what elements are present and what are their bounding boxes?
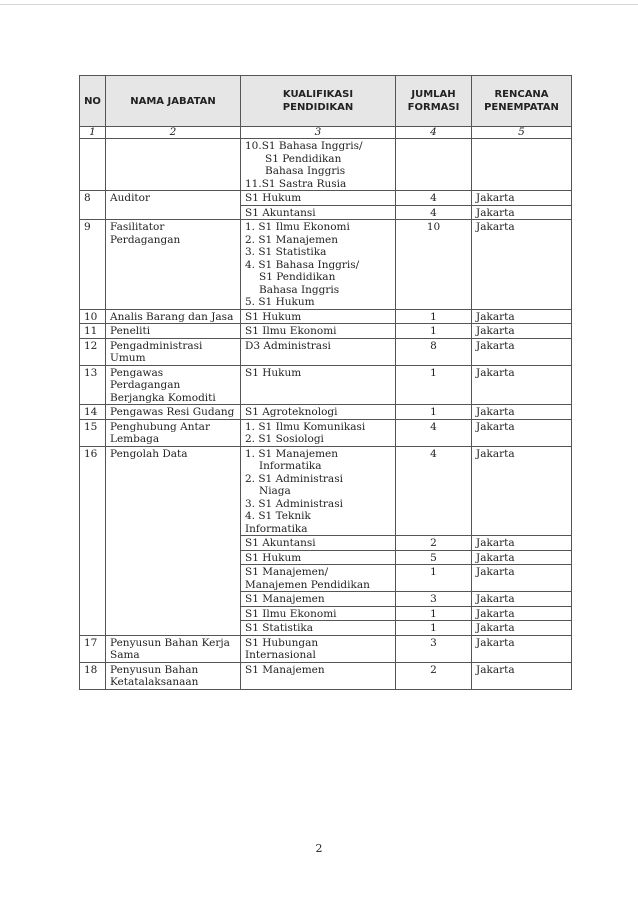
header-jumlah-formasi: JUMLAH FORMASI [396, 76, 472, 127]
header-row [80, 76, 572, 127]
rencana-penempatan: Jakarta [472, 565, 572, 592]
nama-jabatan: Analis Barang dan Jasa [106, 309, 241, 324]
kualifikasi-pendidikan [241, 662, 396, 689]
kualifikasi-line: S1 Ilmu Ekonomi [245, 325, 337, 337]
kualifikasi-pendidikan [241, 621, 396, 636]
row-number: 17 [80, 635, 106, 662]
table-row [80, 139, 572, 191]
nama-jabatan: Auditor [106, 191, 241, 220]
column-number: 1 [80, 127, 106, 139]
kualifikasi-line: Manajemen Pendidikan [245, 578, 370, 591]
nama-jabatan: Penghubung Antar Lembaga [106, 419, 241, 446]
nama-jabatan: Pengolah Data [106, 446, 241, 635]
kualifikasi-line: 1. S1 Ilmu Ekonomi [245, 221, 350, 233]
kualifikasi-line: S1 Akuntansi [245, 537, 316, 549]
rencana-penempatan: Jakarta [472, 621, 572, 636]
jumlah-formasi [396, 139, 472, 191]
rencana-penempatan: Jakarta [472, 635, 572, 662]
nama-jabatan: Peneliti [106, 324, 241, 339]
kualifikasi-line: 10.S1 Bahasa Inggris/ [245, 140, 363, 152]
kualifikasi-line: 2. S1 Administrasi [245, 472, 343, 485]
jumlah-formasi: 1 [396, 324, 472, 339]
kualifikasi-pendidikan [241, 309, 396, 324]
kualifikasi-line: 11.S1 Sastra Rusia [245, 177, 347, 190]
rencana-penempatan: Jakarta [472, 446, 572, 536]
kualifikasi-line: S1 Hukum [245, 551, 302, 564]
nama-jabatan: Penyusun Bahan Kerja Sama [106, 635, 241, 662]
formasi-table [79, 75, 572, 690]
jumlah-formasi: 4 [396, 446, 472, 536]
column-number: 2 [106, 127, 241, 139]
kualifikasi-pendidikan [241, 365, 396, 405]
kualifikasi-line: S1 Hukum [245, 366, 302, 379]
table-row [80, 220, 572, 310]
rencana-penempatan: Jakarta [472, 220, 572, 310]
kualifikasi-line: 1. S1 Manajemen [245, 447, 339, 460]
nama-jabatan: Pengadministrasi Umum [106, 338, 241, 365]
column-number: 5 [472, 127, 572, 139]
kualifikasi-line: S1 Manajemen/ [245, 566, 329, 578]
kualifikasi-pendidikan [241, 606, 396, 621]
jumlah-formasi: 1 [396, 405, 472, 420]
kualifikasi-pendidikan [241, 550, 396, 565]
table-row [80, 338, 572, 365]
jumlah-formasi: 4 [396, 205, 472, 220]
rencana-penempatan: Jakarta [472, 419, 572, 446]
table-row [80, 635, 572, 662]
row-number [80, 139, 106, 191]
row-number: 16 [80, 446, 106, 635]
nama-jabatan: Pengawas Perdagangan Berjangka Komoditi [106, 365, 241, 405]
kualifikasi-pendidikan [241, 446, 396, 536]
kualifikasi-line: S1 Manajemen [245, 663, 325, 676]
kualifikasi-line: Bahasa Inggris [259, 283, 340, 296]
kualifikasi-line: S1 Hukum [245, 192, 302, 204]
column-number: 3 [241, 127, 396, 139]
kualifikasi-line: S1 Statistika [245, 622, 314, 634]
kualifikasi-pendidikan [241, 536, 396, 551]
rencana-penempatan: Jakarta [472, 405, 572, 420]
header-kualifikasi: KUALIFIKASI PENDIDIKAN [241, 76, 396, 127]
row-number: 14 [80, 405, 106, 420]
jumlah-formasi: 5 [396, 550, 472, 565]
kualifikasi-line: 2. S1 Manajemen [245, 233, 339, 246]
kualifikasi-pendidikan [241, 592, 396, 607]
kualifikasi-pendidikan [241, 565, 396, 592]
kualifikasi-line: S1 Hubungan [245, 636, 319, 649]
nama-jabatan: Fasilitator Perdagangan [106, 220, 241, 310]
jumlah-formasi: 1 [396, 565, 472, 592]
kualifikasi-line: S1 Akuntansi [245, 206, 316, 219]
kualifikasi-line: S1 Pendidikan [265, 152, 342, 165]
kualifikasi-line: S1 Ilmu Ekonomi [245, 607, 337, 620]
kualifikasi-line: Informatika [259, 460, 322, 472]
column-number-row [80, 127, 572, 139]
kualifikasi-line: S1 Hukum [245, 310, 302, 323]
rencana-penempatan: Jakarta [472, 606, 572, 621]
kualifikasi-pendidikan [241, 405, 396, 420]
nama-jabatan: Penyusun Bahan Ketatalaksanaan [106, 662, 241, 689]
rencana-penempatan: Jakarta [472, 592, 572, 607]
jumlah-formasi: 1 [396, 309, 472, 324]
table-row [80, 309, 572, 324]
kualifikasi-line: Informatika [245, 522, 308, 535]
jumlah-formasi: 10 [396, 220, 472, 310]
top-rule [0, 4, 638, 5]
column-number: 4 [396, 127, 472, 139]
kualifikasi-line: 4. S1 Bahasa Inggris/ [245, 258, 360, 271]
nama-jabatan: Pengawas Resi Gudang [106, 405, 241, 420]
kualifikasi-line: Bahasa Inggris [265, 165, 346, 177]
rencana-penempatan: Jakarta [472, 205, 572, 220]
kualifikasi-line: 4. S1 Teknik [245, 510, 311, 522]
kualifikasi-pendidikan [241, 191, 396, 206]
rencana-penempatan: Jakarta [472, 550, 572, 565]
table-row [80, 191, 572, 206]
table-row [80, 446, 572, 536]
rencana-penempatan: Jakarta [472, 324, 572, 339]
kualifikasi-pendidikan [241, 205, 396, 220]
jumlah-formasi: 1 [396, 621, 472, 636]
rencana-penempatan [472, 139, 572, 191]
rencana-penempatan: Jakarta [472, 536, 572, 551]
rencana-penempatan: Jakarta [472, 309, 572, 324]
row-number: 8 [80, 191, 106, 220]
header-nama-jabatan: NAMA JABATAN [106, 76, 241, 127]
kualifikasi-line: Niaga [259, 485, 291, 497]
kualifikasi-line: S1 Manajemen [245, 593, 325, 605]
kualifikasi-line: S1 Pendidikan [259, 271, 336, 283]
header-rencana-penempatan: RENCANA PENEMPATAN [472, 76, 572, 127]
kualifikasi-pendidikan [241, 220, 396, 310]
page-number: 2 [315, 842, 323, 855]
rencana-penempatan: Jakarta [472, 191, 572, 206]
kualifikasi-line: D3 Administrasi [245, 339, 331, 352]
row-number: 13 [80, 365, 106, 405]
row-number: 10 [80, 309, 106, 324]
jumlah-formasi: 4 [396, 419, 472, 446]
rencana-penempatan: Jakarta [472, 338, 572, 365]
kualifikasi-line: 1. S1 Ilmu Komunikasi [245, 420, 366, 433]
jumlah-formasi: 2 [396, 662, 472, 689]
rencana-penempatan: Jakarta [472, 662, 572, 689]
row-number: 9 [80, 220, 106, 310]
jumlah-formasi: 1 [396, 606, 472, 621]
kualifikasi-line: S1 Agroteknologi [245, 406, 338, 418]
jumlah-formasi: 3 [396, 635, 472, 662]
kualifikasi-pendidikan [241, 324, 396, 339]
table-row [80, 662, 572, 689]
jumlah-formasi: 8 [396, 338, 472, 365]
table-row [80, 324, 572, 339]
table-row [80, 405, 572, 420]
jumlah-formasi: 3 [396, 592, 472, 607]
jumlah-formasi: 4 [396, 191, 472, 206]
kualifikasi-line: 5. S1 Hukum [245, 296, 315, 308]
jumlah-formasi: 1 [396, 365, 472, 405]
row-number: 15 [80, 419, 106, 446]
row-number: 12 [80, 338, 106, 365]
jumlah-formasi: 2 [396, 536, 472, 551]
row-number: 18 [80, 662, 106, 689]
nama-jabatan [106, 139, 241, 191]
header-no: NO [80, 76, 106, 127]
row-number: 11 [80, 324, 106, 339]
table-row [80, 365, 572, 405]
kualifikasi-pendidikan [241, 419, 396, 446]
kualifikasi-line: 3. S1 Statistika [245, 246, 327, 258]
kualifikasi-line: Internasional [245, 649, 316, 661]
table-body [80, 139, 572, 690]
table-row [80, 419, 572, 446]
kualifikasi-pendidikan [241, 635, 396, 662]
rencana-penempatan: Jakarta [472, 365, 572, 405]
kualifikasi-line: 2. S1 Sosiologi [245, 433, 324, 445]
kualifikasi-pendidikan [241, 338, 396, 365]
kualifikasi-line: 3. S1 Administrasi [245, 497, 343, 510]
kualifikasi-pendidikan [241, 139, 396, 191]
